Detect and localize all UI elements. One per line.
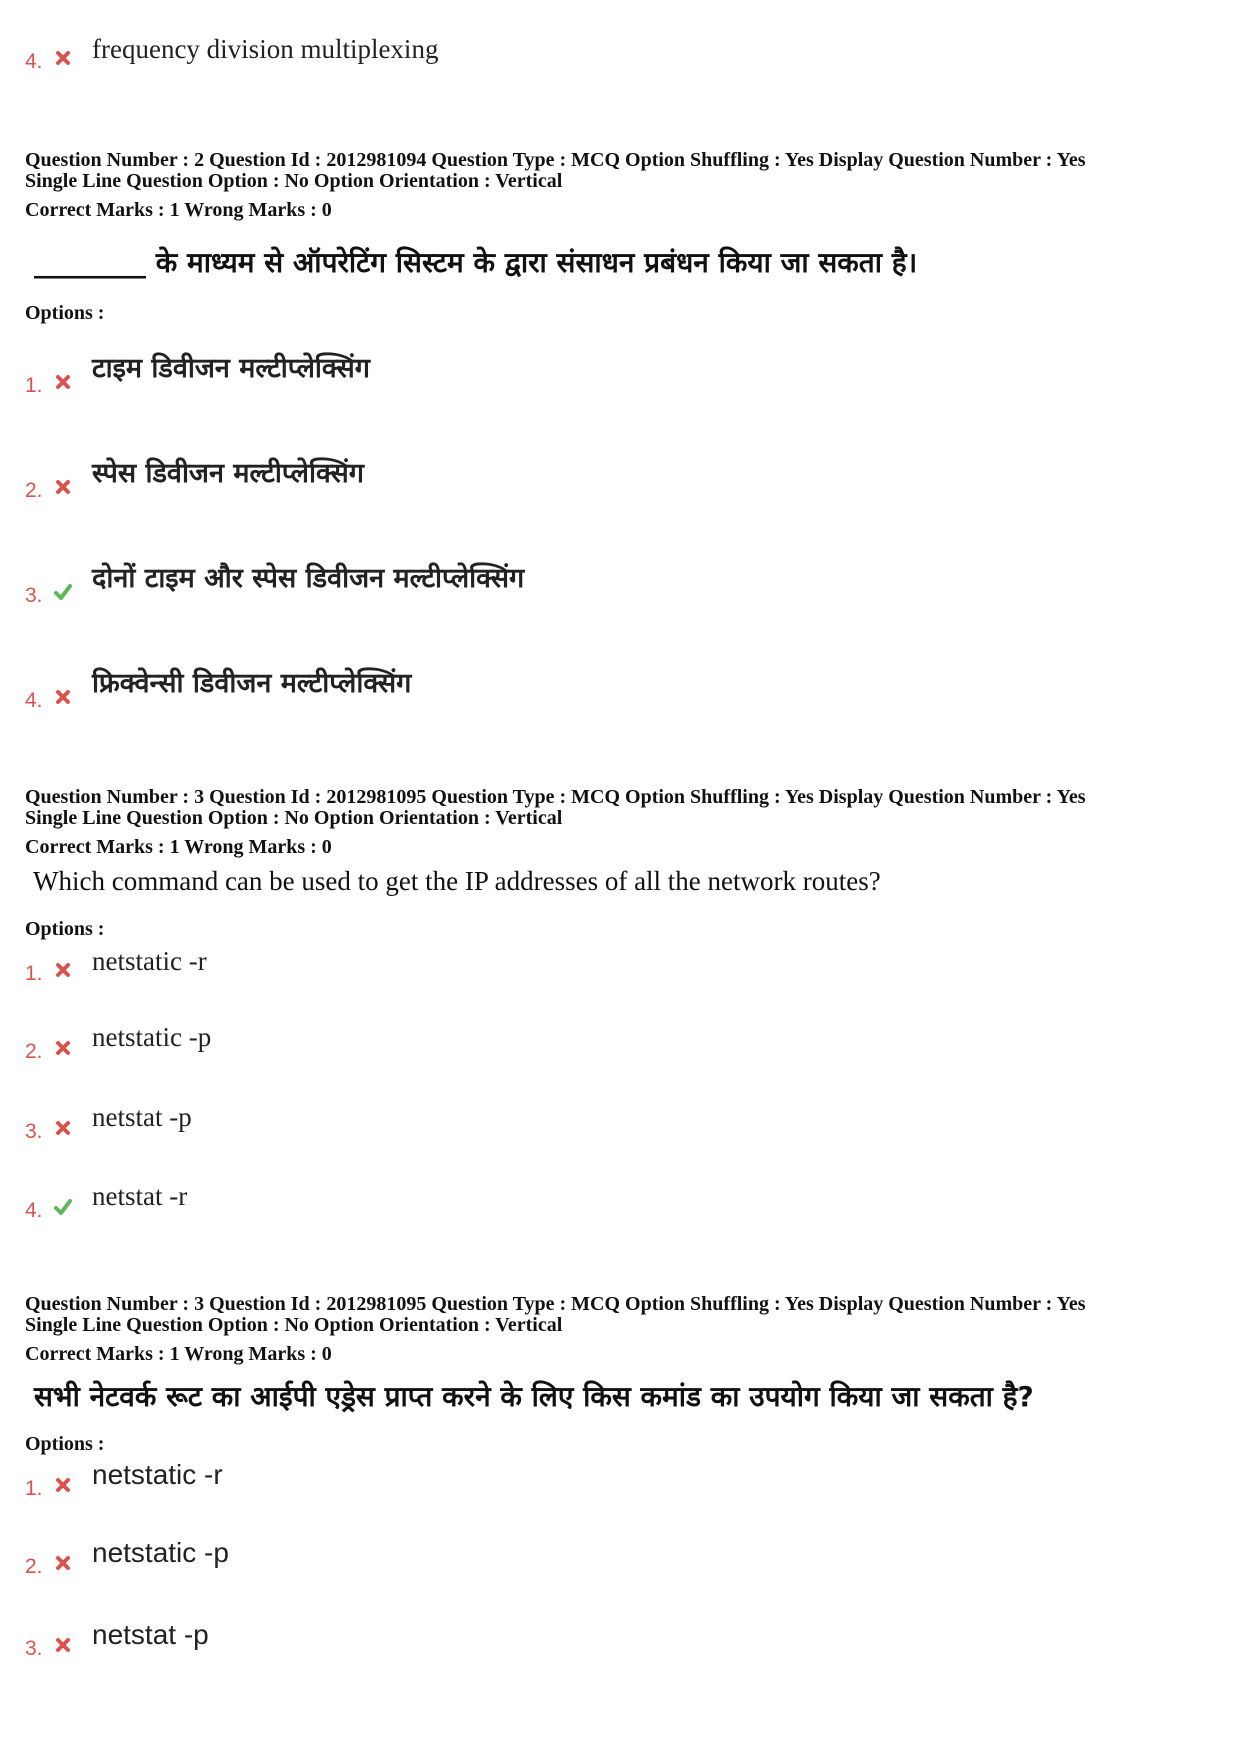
cross-icon — [53, 48, 73, 68]
options-label: Options : — [25, 302, 105, 324]
option-text: netstatic -r — [92, 946, 207, 976]
option-text: netstatic -p — [92, 1022, 212, 1052]
option-number: 4. — [25, 50, 43, 73]
option-text: frequency division multiplexing — [92, 34, 439, 64]
option-number: 1. — [25, 1477, 43, 1500]
question-meta-line: Single Line Question Option : No Option Orientation : Vertical — [25, 1314, 563, 1336]
option-text: netstatic -r — [92, 1459, 223, 1490]
question-meta-line: Question Number : 2 Question Id : 2012981094 Question Type : MCQ Option Shuffling : Yes Display Question Number : Yes — [25, 149, 1086, 171]
option-number: 3. — [25, 1637, 43, 1660]
cross-icon — [53, 960, 73, 980]
question-text: Which command can be used to get the IP addresses of all the network routes? — [33, 866, 881, 896]
option-number: 2. — [25, 1040, 43, 1063]
option-text: netstat -r — [92, 1181, 188, 1211]
question-meta-line: Question Number : 3 Question Id : 2012981095 Question Type : MCQ Option Shuffling : Yes Display Question Number : Yes — [25, 1293, 1086, 1315]
options-label: Options : — [25, 1433, 105, 1455]
question-text: सभी नेटवर्क रूट का आईपी एड्रेस प्राप्त करने के लिए किस कमांड का उपयोग किया जा सकता है? — [34, 1380, 1034, 1413]
question-marks: Correct Marks : 1 Wrong Marks : 0 — [25, 836, 332, 858]
question-text: ________ के माध्यम से ऑपरेटिंग सिस्टम के द्वारा संसाधन प्रबंधन किया जा सकता है। — [34, 246, 918, 279]
option-number: 3. — [25, 1120, 43, 1143]
cross-icon — [53, 1475, 73, 1495]
cross-icon — [53, 1635, 73, 1655]
option-text: netstat -p — [92, 1102, 192, 1132]
option-number: 1. — [25, 962, 43, 985]
question-meta-line: Single Line Question Option : No Option Orientation : Vertical — [25, 807, 563, 829]
question-meta-line: Single Line Question Option : No Option Orientation : Vertical — [25, 170, 563, 192]
option-number: 2. — [25, 479, 43, 502]
option-text: netstat -p — [92, 1619, 209, 1650]
option-text: दोनों टाइम और स्पेस डिवीजन मल्टीप्लेक्सिंग — [92, 563, 525, 594]
cross-icon — [53, 687, 73, 707]
option-number: 1. — [25, 374, 43, 397]
option-number: 2. — [25, 1555, 43, 1578]
option-text: स्पेस डिवीजन मल्टीप्लेक्सिंग — [92, 458, 364, 489]
question-meta-line: Question Number : 3 Question Id : 2012981095 Question Type : MCQ Option Shuffling : Yes Display Question Number : Yes — [25, 786, 1086, 808]
cross-icon — [53, 477, 73, 497]
option-number: 4. — [25, 689, 43, 712]
option-text: netstatic -p — [92, 1537, 229, 1568]
options-label: Options : — [25, 918, 105, 940]
cross-icon — [53, 372, 73, 392]
question-marks: Correct Marks : 1 Wrong Marks : 0 — [25, 199, 332, 221]
option-number: 3. — [25, 584, 43, 607]
option-text: टाइम डिवीजन मल्टीप्लेक्सिंग — [92, 353, 370, 384]
cross-icon — [53, 1553, 73, 1573]
check-icon — [53, 1197, 73, 1217]
check-icon — [53, 582, 73, 602]
cross-icon — [53, 1118, 73, 1138]
question-marks: Correct Marks : 1 Wrong Marks : 0 — [25, 1343, 332, 1365]
option-text: फ्रिक्वेन्सी डिवीजन मल्टीप्लेक्सिंग — [92, 668, 412, 699]
cross-icon — [53, 1038, 73, 1058]
option-number: 4. — [25, 1199, 43, 1222]
